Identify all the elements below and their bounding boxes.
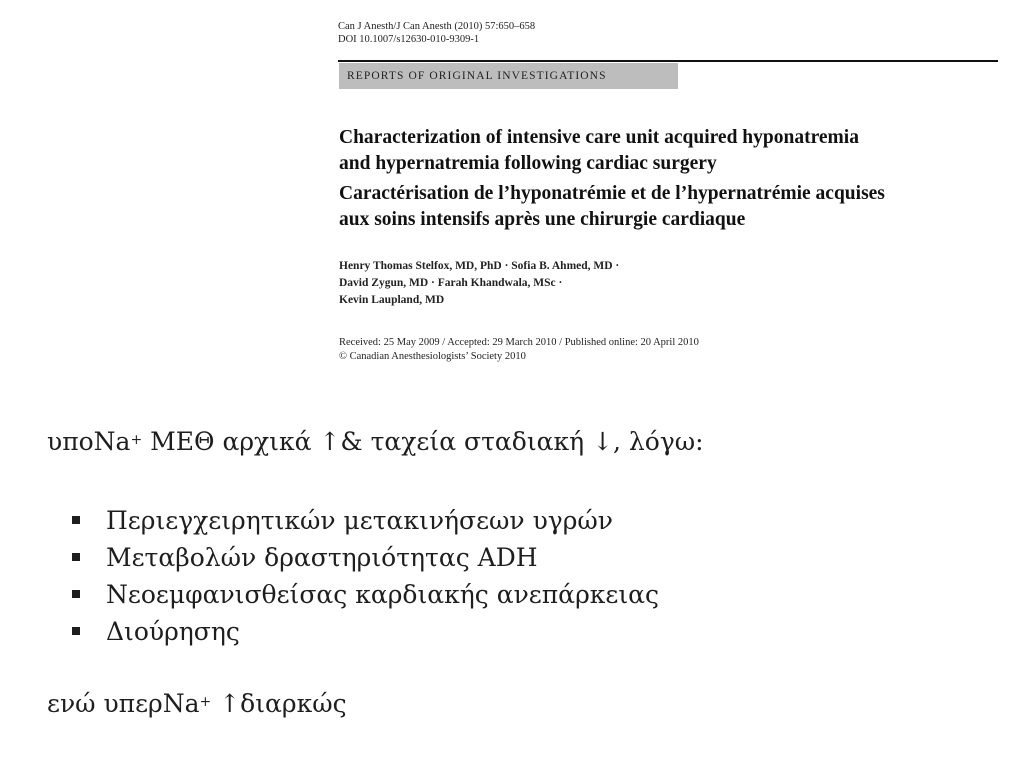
outro-superscript: + xyxy=(199,694,212,710)
list-item: Νεοεμφανισθείσας καρδιακής ανεπάρκειας xyxy=(72,576,659,613)
authors-line1: Henry Thomas Stelfox, MD, PhD · Sofia B. Ahmed, MD · xyxy=(339,260,620,272)
bullet-square-icon xyxy=(72,553,80,561)
bullet-square-icon xyxy=(72,590,80,598)
causes-list xyxy=(72,502,659,650)
title-english xyxy=(339,125,999,177)
bullet-square-icon xyxy=(72,627,80,635)
outro-rest: ↑διαρκώς xyxy=(211,689,347,718)
title-french-line1: Caractérisation de l’hyponatrémie et de l’hypernatrémie acquises xyxy=(339,183,885,204)
title-french-line2: aux soins intensifs après une chirurgie cardiaque xyxy=(339,209,746,230)
author-list xyxy=(339,258,999,309)
outro-prefix: ενώ υπερNa xyxy=(47,689,200,718)
doi-line: DOI 10.1007/s12630-010-9309-1 xyxy=(338,34,480,45)
article-titles xyxy=(339,125,999,233)
authors-line2: David Zygun, MD · Farah Khandwala, MSc · xyxy=(339,277,563,289)
publication-meta xyxy=(339,336,999,364)
authors-line3: Kevin Laupland, MD xyxy=(339,294,445,306)
copyright-notice: © Canadian Anesthesiologists’ Society 2010 xyxy=(339,351,526,362)
bullet-square-icon xyxy=(72,516,80,524)
header-rule xyxy=(338,60,998,62)
article-header xyxy=(338,20,998,46)
intro-prefix: υποNa xyxy=(47,427,131,456)
list-item: Μεταβολών δραστηριότητας ADH xyxy=(72,539,659,576)
intro-superscript: + xyxy=(130,432,143,448)
title-english-line2: and hypernatremia following cardiac surgery xyxy=(339,153,717,174)
received-dates: Received: 25 May 2009 / Accepted: 29 March 2010 / Published online: 20 April 2010 xyxy=(339,337,699,348)
section-banner: REPORTS OF ORIGINAL INVESTIGATIONS xyxy=(339,63,678,89)
list-item: Διούρησης xyxy=(72,613,659,650)
intro-rest: ΜΕΘ αρχικά ↑& ταχεία σταδιακή ↓, λόγω: xyxy=(142,427,704,456)
title-french xyxy=(339,181,999,233)
journal-citation: Can J Anesth/J Can Anesth (2010) 57:650–658 xyxy=(338,21,536,32)
list-item: Περιεγχειρητικών μετακινήσεων υγρών xyxy=(72,502,659,539)
outro-statement xyxy=(47,688,347,720)
title-english-line1: Characterization of intensive care unit acquired hyponatremia xyxy=(339,127,859,148)
intro-statement xyxy=(47,426,704,458)
